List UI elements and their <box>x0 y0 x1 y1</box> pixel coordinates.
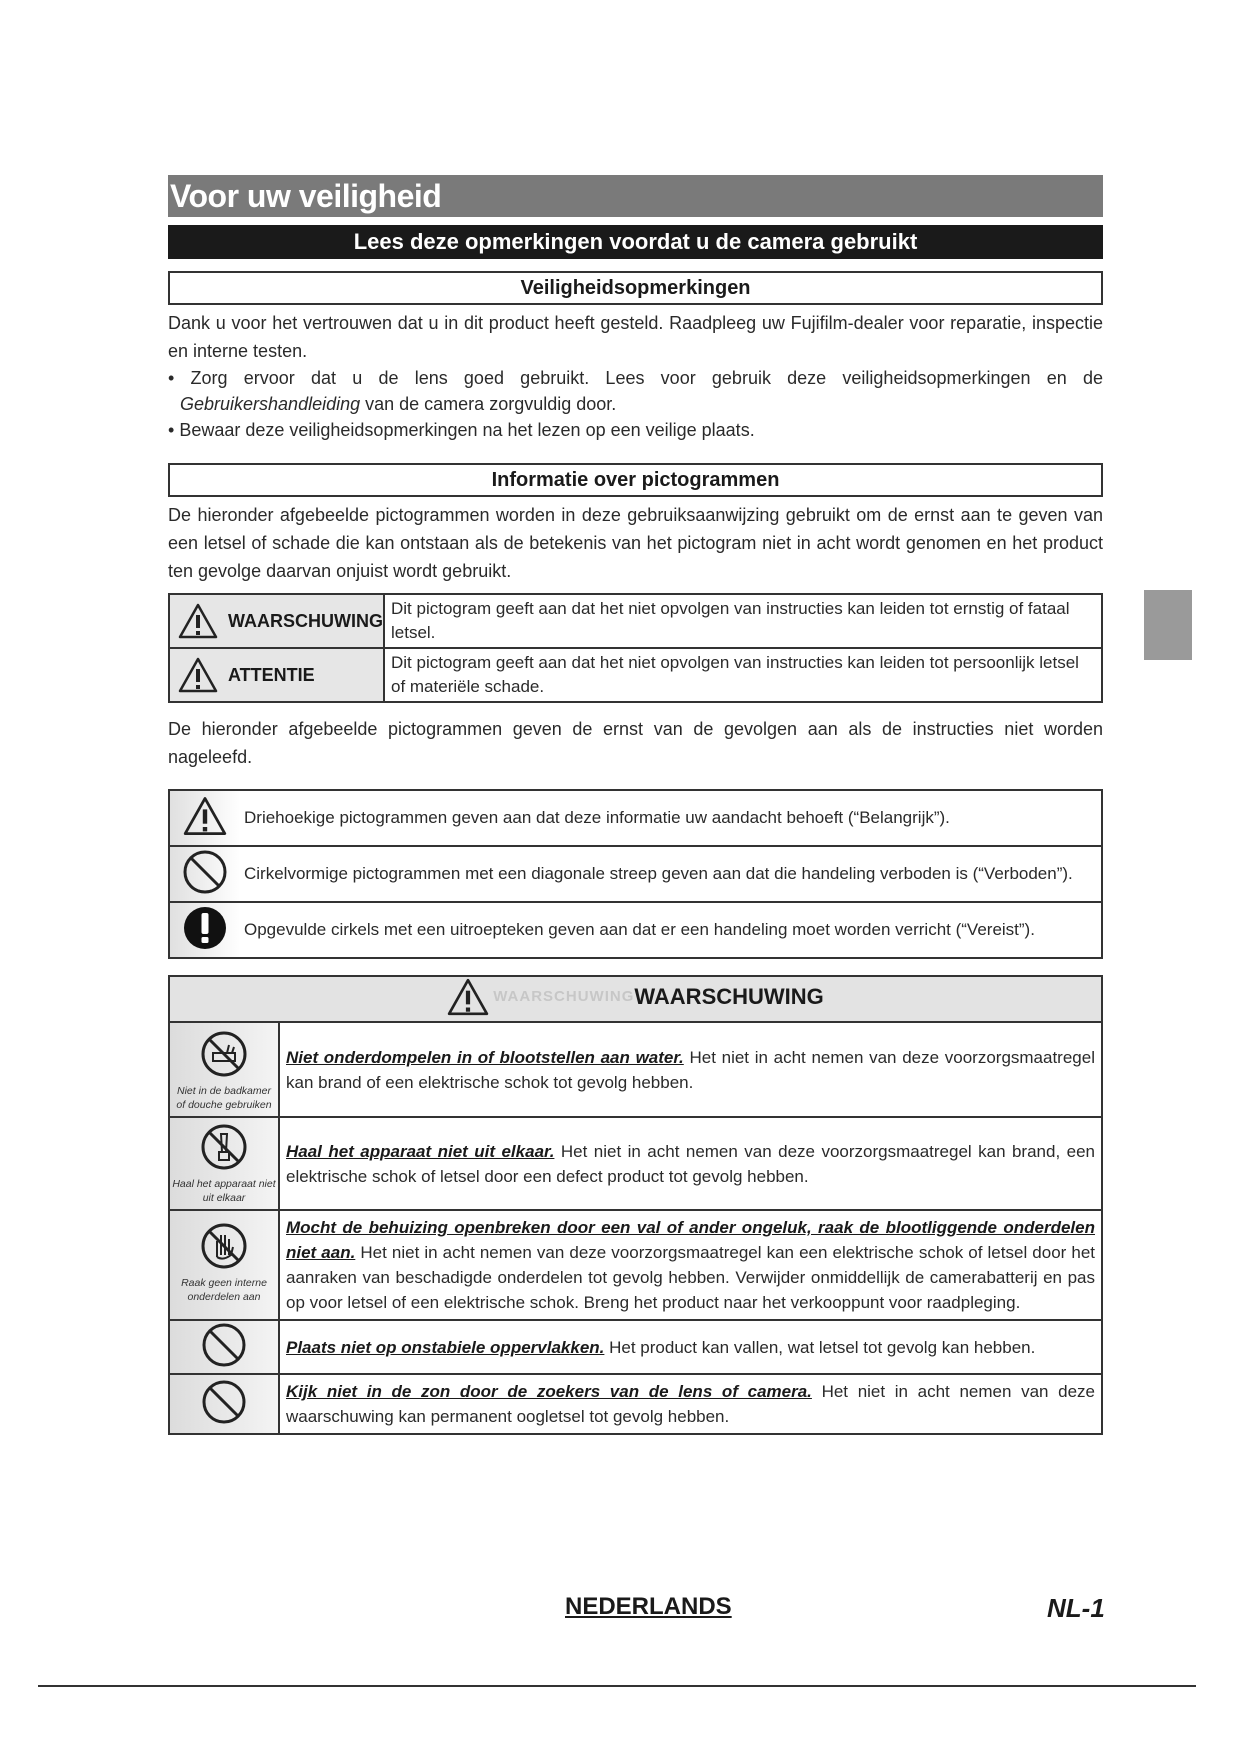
severity-text: Dit pictogram geeft aan dat het niet opvolgen van instructies kan leiden tot ernstig of fataal letsel. <box>384 594 1102 648</box>
symbol-row <box>169 790 1102 846</box>
warning-body: Het niet in acht nemen van deze waarschuwing kan permanent oogletsel tot gevolg hebben. <box>286 1382 1096 1426</box>
pictograms-heading: Informatie over pictogrammen <box>168 463 1103 497</box>
safety-bullet: • Bewaar deze veiligheidsopmerkingen na het lezen op een veilige plaats. <box>168 417 1103 443</box>
no-water-icon <box>199 1029 249 1079</box>
icon-caption: Raak geen interne onderdelen aan <box>181 1277 267 1303</box>
warning-body: Het niet in acht nemen van deze voorzorgsmaatregel kan een elektrische schok of letsel door het aanraken van beschadigde onderdelen tot gevolg hebben. Verwijder onmiddellijk de camerabatterij en pas op voor letsel of een elektrische schok. Breng het product naar het verkooppunt voor raadpleging. <box>286 1243 1095 1312</box>
mandatory-icon <box>182 905 228 951</box>
warning-text <box>279 1374 1102 1434</box>
icon-caption: Niet in de badkamer of douche gebruiken <box>176 1085 272 1111</box>
safety-intro: Dank u voor het vertrouwen dat u in dit product heeft gesteld. Raadpleeg uw Fujifilm-dealer voor reparatie, inspectie en interne testen. <box>168 313 1103 361</box>
subtitle-bar: Lees deze opmerkingen voordat u de camera gebruikt <box>168 225 1103 259</box>
prohibited-icon <box>201 1322 247 1368</box>
symbol-text: Opgevulde cirkels met een uitroepteken geven aan dat er een handeling moet worden verricht (“Vereist”). <box>240 902 1102 958</box>
severity-text: Dit pictogram geeft aan dat het niet opvolgen van instructies kan leiden tot persoonlijk letsel of materiële schade. <box>384 648 1102 702</box>
warning-emphasis: Haal het apparaat niet uit elkaar. <box>286 1141 555 1161</box>
manual-name: Gebruikershandleiding <box>180 394 361 414</box>
warning-text <box>279 1210 1102 1320</box>
warning-triangle-icon <box>447 978 489 1016</box>
warning-body: Het niet in acht nemen van deze voorzorgsmaatregel kan brand of een elektrische schok tot gevolg hebben. <box>286 1047 1095 1092</box>
severity-row <box>169 648 1102 702</box>
pictograms-intro-2: De hieronder afgebeelde pictogrammen geven de ernst van de gevolgen aan als de instructies niet worden nageleefd. <box>168 719 1103 767</box>
warning-ghost-text: WAARSCHUWING <box>493 988 635 1005</box>
page-content <box>168 175 1103 1435</box>
warning-row <box>169 1210 1102 1320</box>
page-number: NL-1 <box>1047 1593 1105 1623</box>
symbol-row <box>169 902 1102 958</box>
bullet-text: van de camera zorgvuldig door. <box>360 394 617 414</box>
section-tab <box>1144 590 1192 660</box>
symbol-row <box>169 846 1102 902</box>
footer-language: NEDERLANDS <box>565 1593 732 1620</box>
symbol-text: Cirkelvormige pictogrammen met een diagonale streep geven aan dat die handeling verboden is (“Verboden”). <box>240 846 1102 902</box>
symbol-table <box>168 789 1103 959</box>
safety-bullets <box>168 365 1103 443</box>
severity-label: WAARSCHUWING <box>228 610 383 631</box>
warning-body: Het niet in acht nemen van deze voorzorgsmaatregel kan brand, een elektrische schok of letsel door een defect product tot gevolg hebben. <box>286 1141 1095 1186</box>
warning-text <box>279 1022 1102 1117</box>
severity-row <box>169 594 1102 648</box>
severity-label: ATTENTIE <box>228 664 315 685</box>
warning-triangle-icon <box>178 657 218 693</box>
warning-header <box>169 976 1102 1022</box>
safety-heading: Veiligheidsopmerkingen <box>168 271 1103 305</box>
bullet-text: Zorg ervoor dat u de lens goed gebruikt. Lees voor gebruik deze veiligheidsopmerkingen en de <box>190 368 1103 388</box>
prohibited-icon <box>201 1379 247 1425</box>
warning-row <box>169 1320 1102 1374</box>
icon-caption: Haal het apparaat niet uit elkaar <box>172 1178 276 1204</box>
pictograms-intro: De hieronder afgebeelde pictogrammen worden in deze gebruiksaanwijzing gebruikt om de ernst aan te geven van een letsel of schade die kan ontstaan als de betekenis van het pictogram niet in acht wordt genomen en het product ten gevolge daarvan onjuist wordt gebruikt. <box>168 505 1103 581</box>
warning-row <box>169 1022 1102 1117</box>
warning-emphasis: Plaats niet op onstabiele oppervlakken. <box>286 1337 605 1357</box>
warning-body: Het product kan vallen, wat letsel tot gevolg kan hebben. <box>604 1337 1036 1357</box>
symbol-text: Driehoekige pictogrammen geven aan dat deze informatie uw aandacht behoeft (“Belangrijk”). <box>244 808 950 827</box>
warning-emphasis: Kijk niet in de zon door de zoekers van de lens of camera. <box>286 1382 812 1401</box>
warning-row <box>169 1117 1102 1210</box>
warning-text <box>279 1117 1102 1210</box>
warning-triangle-icon <box>178 603 218 639</box>
prohibited-icon <box>182 849 228 895</box>
warning-row <box>169 1374 1102 1434</box>
no-touch-icon <box>199 1221 249 1271</box>
warning-emphasis: Mocht de behuizing openbreken door een val of ander ongeluk, raak de blootliggende onderdelen niet aan. <box>286 1218 1095 1262</box>
warning-emphasis: Niet onderdompelen in of blootstellen aan water. <box>286 1047 684 1067</box>
severity-table <box>168 593 1103 703</box>
page-title: Voor uw veiligheid <box>168 175 1103 217</box>
no-disassemble-icon <box>199 1122 249 1172</box>
safety-bullet <box>168 365 1103 417</box>
bottom-divider <box>38 1685 1196 1687</box>
warning-text <box>279 1320 1102 1374</box>
warning-title: WAARSCHUWING <box>634 983 824 1009</box>
warning-table <box>168 975 1103 1435</box>
warning-triangle-icon <box>183 796 227 836</box>
